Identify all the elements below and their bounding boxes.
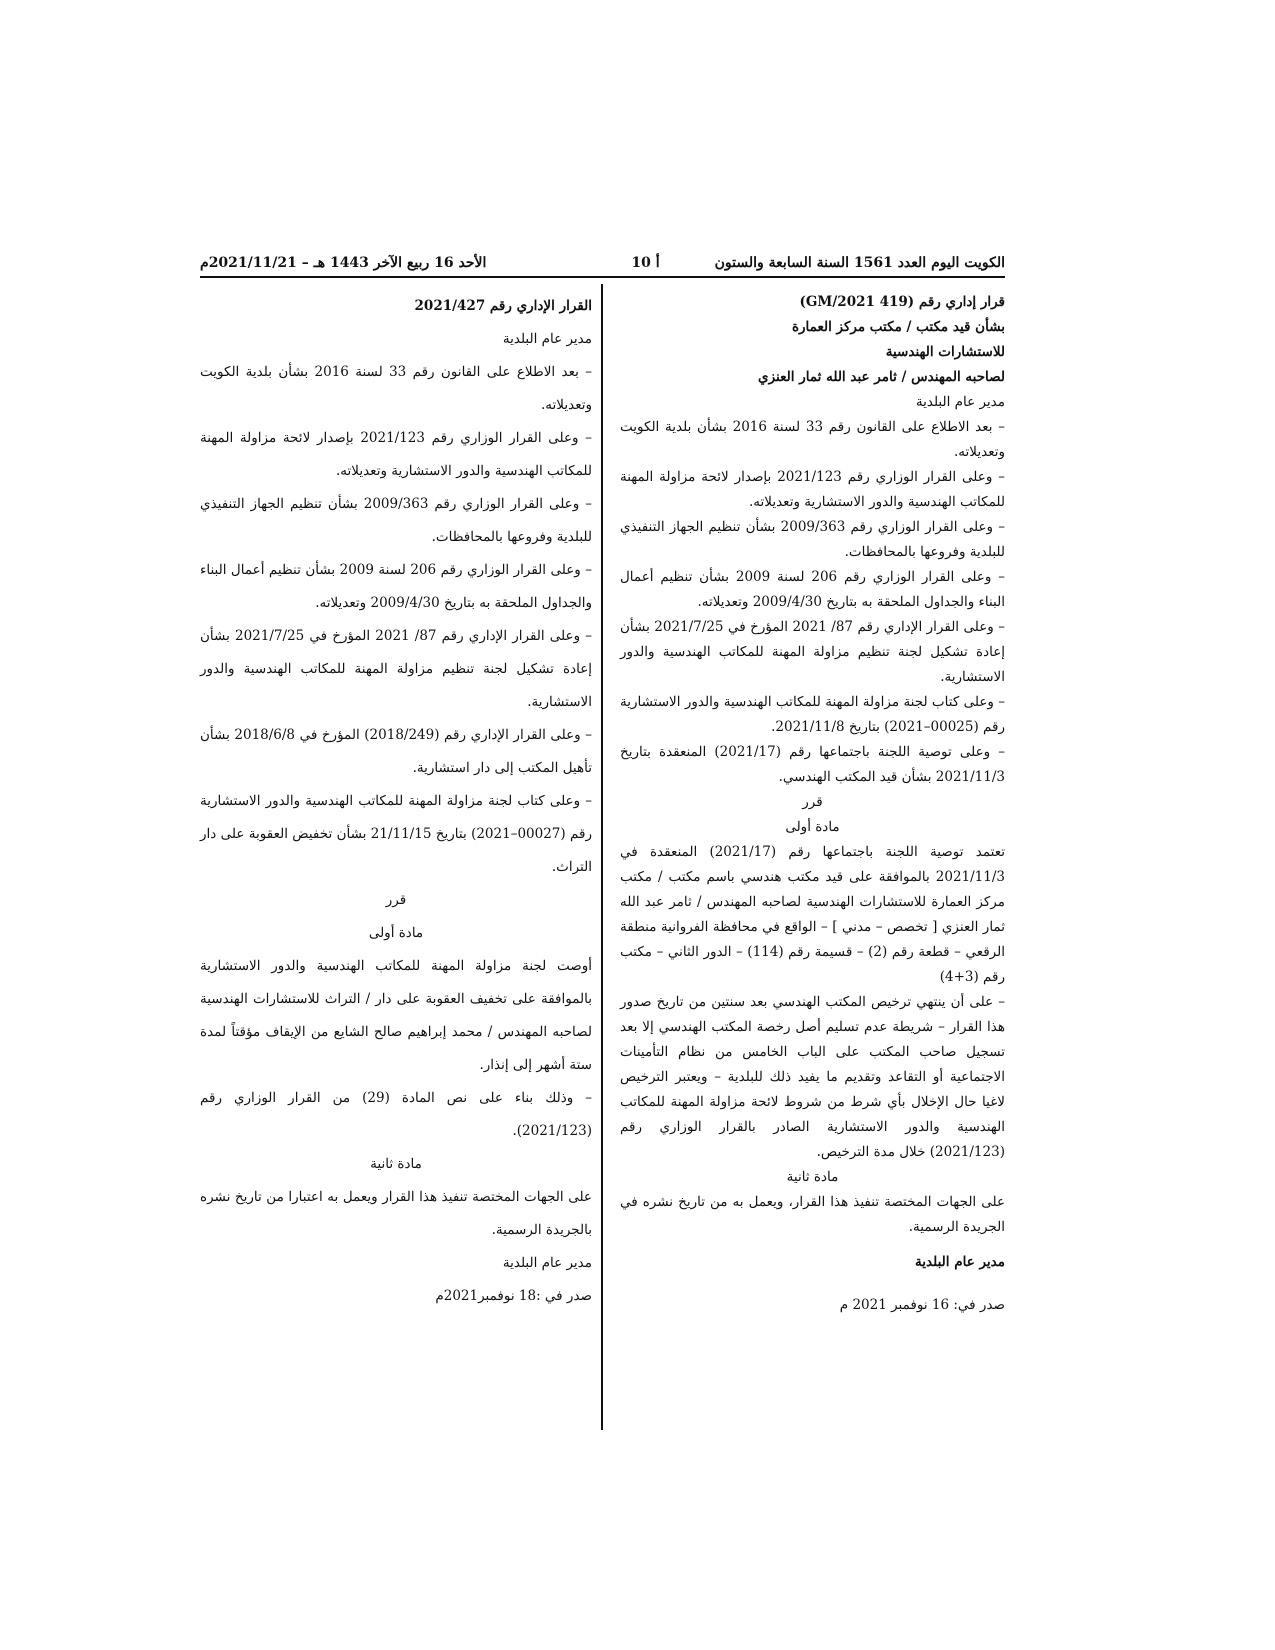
decision-419-subject: بشأن قيد مكتب / مكتب مركز العمارة: [791, 319, 1005, 335]
preamble-item: – بعد الاطلاع على القانون رقم 33 لسنة 2016 بشأن بلدية الكويت وتعديلاته.: [620, 419, 1005, 460]
signature: مدير عام البلدية: [502, 1255, 592, 1271]
signature: مدير عام البلدية: [915, 1254, 1005, 1270]
preamble-item: – وعلى القرار الوزاري رقم 2009/363 بشأن تنظيم الجهاز التنفيذي للبلدية وفروعها بالمحافظات.: [200, 496, 592, 545]
preamble-item: – وعلى القرار الوزاري رقم 2009/363 بشأن تنظيم الجهاز التنفيذي للبلدية وفروعها بالمحافظات.: [620, 519, 1005, 560]
header-issue-info: الكويت اليوم العدد 1561 السنة السابعة والستون: [714, 255, 1005, 271]
preamble-item: – وعلى القرار الوزاري رقم 2021/123 بإصدار لائحة مزاولة المهنة للمكاتب الهندسية والدور الاستشارية وتعديلاته.: [200, 430, 592, 479]
article-1-condition: – على أن ينتهي ترخيص المكتب الهندسي بعد سنتين من تاريخ صدور هذا القرار – شريطة عدم تسليم أصل رخصة المكتب الهندسي إلا بعد تسجيل صاحب المكتب على الباب الخامس من نظام التأمينات الاجتماعية أو التقاعد وتقديم ما يفيد ذلك للبلدية – ويعتبر الترخيص لاغيا حال الإخلال بأي شرط من شروط لائحة مزاولة المهنة للمكاتب الهندسية والدور الاستشارية الصادر بالقرار الوزاري رقم (2021/123) خلال مدة الترخيص.: [620, 994, 1005, 1160]
issued-date: صدر في :18 نوفمبر2021م: [435, 1288, 592, 1304]
article-1-text: أوصت لجنة مزاولة المهنة للمكاتب الهندسية والدور الاستشارية بالموافقة على تخفيف العقوبة على دار / التراث للاستشارات الهندسية لصاحبه المهندس / محمد إبراهيم صالح الشايع من الإيقاف مؤقتاً لمدة ستة أشهر إلى إنذار.: [200, 958, 592, 1073]
preamble-item: – وعلى القرار الإداري رقم 87/ 2021 المؤرخ في 2021/7/25 بشأن إعادة تشكيل لجنة تنظيم مزاولة المهنة للمكاتب الهندسية والدور الاستشارية.: [620, 619, 1006, 685]
article-1-text: تعتمد توصية اللجنة باجتماعها رقم (2021/17) المنعقدة في 2021/11/3 بالموافقة على قيد مكتب هندسي باسم مكتب / مكتب مركز العمارة للاستشارات الهندسية لصاحبه المهندس / ثامر عبد الله ثمار العنزي [ تخصص – مدني ] – الواقع في محافظة الفروانية منطقة الرقعي – قطعة رقم (2) – قسيمة رقم (114) – الدور الثاني – مكتب رقم (3+4): [620, 844, 1005, 985]
decision-427-column: [200, 290, 592, 1313]
decision-419-column: [620, 290, 1005, 1318]
decision-419-subject-cont: للاستشارات الهندسية: [885, 344, 1005, 360]
decided-heading: قرر: [802, 794, 823, 810]
issuer-label: مدير عام البلدية: [915, 394, 1005, 410]
preamble-item: – وعلى القرار الوزاري رقم 206 لسنة 2009 بشأن تنظيم أعمال البناء والجداول الملحقة به بتاريخ 2009/4/30 وتعديلاته.: [620, 569, 1005, 610]
article-2-text: على الجهات المختصة تنفيذ هذا القرار، ويعمل به من تاريخ نشره في الجريدة الرسمية.: [620, 1194, 1005, 1235]
article-1-basis: – وذلك بناء على نص المادة (29) من القرار الوزاري رقم (2021/123).: [200, 1090, 592, 1139]
issuer-label: مدير عام البلدية: [502, 331, 592, 347]
article-2-text: على الجهات المختصة تنفيذ هذا القرار ويعمل به اعتبارا من تاريخ نشره بالجريدة الرسمية.: [200, 1189, 592, 1238]
article-1-heading: مادة أولى: [368, 925, 424, 941]
preamble-item: – وعلى كتاب لجنة مزاولة المهنة للمكاتب الهندسية والدور الاستشارية رقم (00027–2021) بتاريخ 21/11/15 بشأن تخفيض العقوبة على دار التراث.: [200, 793, 592, 875]
preamble-item: – وعلى القرار الإداري رقم 87/ 2021 المؤرخ في 2021/7/25 بشأن إعادة تشكيل لجنة تنظيم مزاولة المهنة للمكاتب الهندسية والدور الاستشارية.: [200, 628, 592, 710]
column-divider: [601, 284, 603, 1430]
decision-419-owner: لصاحبه المهندس / ثامر عبد الله ثمار العنزي: [758, 369, 1005, 385]
preamble-item: – وعلى القرار الوزاري رقم 206 لسنة 2009 بشأن تنظيم أعمال البناء والجداول الملحقة به بتاريخ 2009/4/30 وتعديلاته.: [200, 562, 592, 611]
preamble-item: – وعلى القرار الإداري رقم (2018/249) المؤرخ في 2018/6/8 بشأن تأهيل المكتب إلى دار استشارية.: [200, 727, 592, 776]
header-date: الأحد 16 ربيع الآخر 1443 هـ – 2021/11/21م: [200, 255, 487, 271]
preamble-item: – وعلى كتاب لجنة مزاولة المهنة للمكاتب الهندسية والدور الاستشارية رقم (00025–2021) بتاريخ 2021/11/8.: [620, 694, 1005, 735]
decided-heading: قرر: [385, 892, 407, 908]
preamble-item: – وعلى توصية اللجنة باجتماعها رقم (2021/17) المنعقدة بتاريخ 2021/11/3 بشأن قيد المكتب الهندسي.: [620, 744, 1006, 785]
page-header: [200, 250, 1005, 278]
preamble-item: – بعد الاطلاع على القانون رقم 33 لسنة 2016 بشأن بلدية الكويت وتعديلاته.: [200, 364, 592, 413]
article-2-heading: مادة ثانية: [786, 1169, 839, 1185]
decision-419-title: قرار إداري رقم (419 GM/2021): [799, 294, 1005, 310]
header-page-number: أ 10: [631, 255, 660, 271]
article-1-heading: مادة أولى: [785, 819, 840, 835]
article-2-heading: مادة ثانية: [370, 1156, 422, 1172]
decision-427-title: القرار الإداري رقم 2021/427: [414, 298, 592, 314]
preamble-item: – وعلى القرار الوزاري رقم 2021/123 بإصدار لائحة مزاولة المهنة للمكاتب الهندسية والدور الاستشارية وتعديلاته.: [620, 469, 1005, 510]
issued-date: صدر في: 16 نوفمبر 2021 م: [839, 1297, 1005, 1313]
gazette-page: [200, 250, 1005, 1430]
